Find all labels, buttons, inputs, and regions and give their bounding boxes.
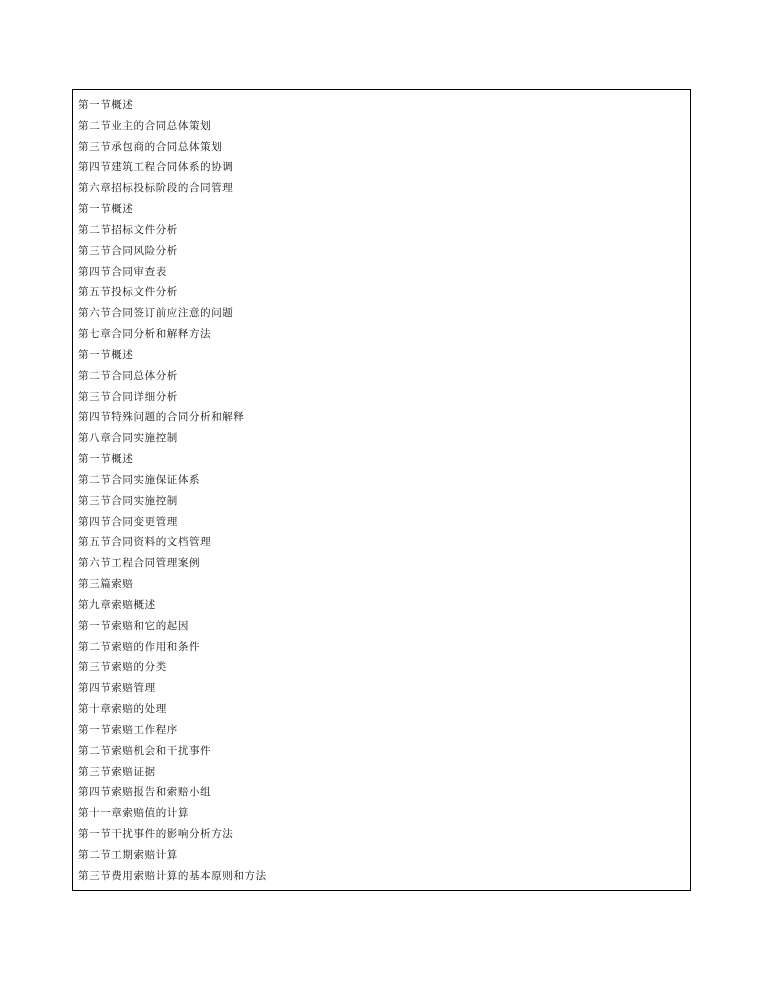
toc-entry: 第二节索赔的作用和条件: [78, 640, 201, 653]
toc-entry: 第一节概述: [78, 348, 134, 361]
table-of-contents-list: [78, 95, 690, 886]
table-of-contents-box: [72, 89, 691, 891]
toc-chapter-heading: 第六章招标投标阶段的合同管理: [78, 182, 234, 195]
toc-entry: 第三节合同风险分析: [78, 244, 178, 257]
toc-entry: 第一节概述: [78, 203, 134, 216]
toc-entry: 第一节索赔和它的起因: [78, 619, 189, 632]
toc-entry: 第二节合同总体分析: [78, 369, 178, 382]
toc-chapter-heading: 第十一章索赔值的计算: [78, 807, 189, 820]
toc-entry: 第四节合同变更管理: [78, 515, 178, 528]
toc-entry: 第二节合同实施保证体系: [78, 473, 201, 486]
toc-entry: 第一节索赔工作程序: [78, 723, 178, 736]
toc-part-heading: 第三篇索赔: [78, 578, 134, 591]
toc-entry: 第一节概述: [78, 453, 134, 466]
toc-entry: 第五节投标文件分析: [78, 286, 178, 299]
toc-entry: 第二节工期索赔计算: [78, 848, 178, 861]
toc-entry: 第三节索赔证据: [78, 765, 156, 778]
toc-entry: 第三节合同实施控制: [78, 494, 178, 507]
toc-entry: 第四节合同审查表: [78, 265, 167, 278]
toc-entry: 第二节索赔机会和干扰事件: [78, 744, 212, 757]
toc-entry: 第三节费用索赔计算的基本原则和方法: [78, 869, 267, 882]
toc-entry: 第五节合同资料的文档管理: [78, 536, 212, 549]
toc-entry: 第四节特殊问题的合同分析和解释: [78, 411, 245, 424]
toc-entry: 第四节索赔报告和索赔小组: [78, 786, 212, 799]
toc-entry: 第一节干扰事件的影响分析方法: [78, 827, 234, 840]
toc-entry: 第三节承包商的合同总体策划: [78, 140, 223, 153]
toc-entry: 第四节建筑工程合同体系的协调: [78, 161, 234, 174]
toc-entry: 第四节索赔管理: [78, 682, 156, 695]
toc-entry: 第一节概述: [78, 99, 134, 111]
toc-chapter-heading: 第九章索赔概述: [78, 598, 156, 611]
toc-entry: 第六节工程合同管理案例: [78, 557, 201, 570]
toc-chapter-heading: 第七章合同分析和解释方法: [78, 328, 212, 341]
toc-entry: 第六节合同签订前应注意的问题: [78, 307, 234, 320]
toc-chapter-heading: 第八章合同实施控制: [78, 432, 178, 445]
toc-entry: 第二节招标文件分析: [78, 223, 178, 236]
toc-entry: 第二节业主的合同总体策划: [78, 119, 212, 132]
toc-entry: 第三节索赔的分类: [78, 661, 167, 674]
toc-entry: 第三节合同详细分析: [78, 390, 178, 403]
toc-chapter-heading: 第十章索赔的处理: [78, 703, 167, 716]
